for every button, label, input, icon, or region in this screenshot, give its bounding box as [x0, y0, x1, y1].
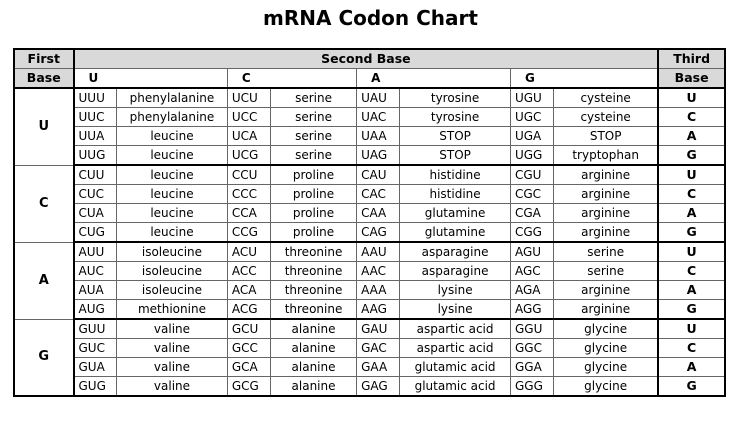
third-base-cell: A: [658, 204, 725, 223]
second-col-header-u: U: [74, 69, 228, 89]
amino-acid-cell: leucine: [117, 146, 228, 166]
third-base-header-line2: Base: [658, 69, 725, 89]
second-col-header-g: G: [510, 69, 658, 89]
codon-cell: GAC: [357, 339, 400, 358]
amino-acid-cell: valine: [117, 377, 228, 397]
page-title: mRNA Codon Chart: [263, 6, 478, 30]
third-base-cell: G: [658, 300, 725, 320]
codon-cell: CUG: [74, 223, 117, 243]
amino-acid-cell: glycine: [554, 339, 659, 358]
table-row: [14, 339, 725, 358]
first-base-cell: G: [14, 319, 74, 396]
amino-acid-cell: phenylalanine: [117, 88, 228, 108]
codon-cell: UAA: [357, 127, 400, 146]
amino-acid-cell: valine: [117, 339, 228, 358]
codon-cell: AUU: [74, 242, 117, 262]
third-base-cell: U: [658, 242, 725, 262]
third-base-cell: C: [658, 185, 725, 204]
amino-acid-cell: valine: [117, 358, 228, 377]
amino-acid-cell: proline: [270, 223, 356, 243]
table-row: [14, 319, 725, 339]
third-base-header: Third: [658, 49, 725, 69]
codon-cell: UAU: [357, 88, 400, 108]
amino-acid-cell: arginine: [554, 165, 659, 185]
codon-cell: CUC: [74, 185, 117, 204]
codon-cell: GAG: [357, 377, 400, 397]
third-base-cell: C: [658, 108, 725, 127]
amino-acid-cell: leucine: [117, 165, 228, 185]
amino-acid-cell: lysine: [400, 281, 511, 300]
third-base-cell: C: [658, 262, 725, 281]
codon-cell: AAG: [357, 300, 400, 320]
codon-cell: UUA: [74, 127, 117, 146]
table-row: [14, 108, 725, 127]
codon-cell: UCG: [227, 146, 270, 166]
codon-cell: GUC: [74, 339, 117, 358]
amino-acid-cell: glutamine: [400, 204, 511, 223]
codon-cell: UUC: [74, 108, 117, 127]
codon-cell: AUA: [74, 281, 117, 300]
amino-acid-cell: arginine: [554, 281, 659, 300]
amino-acid-cell: leucine: [117, 204, 228, 223]
amino-acid-cell: serine: [270, 127, 356, 146]
table-row: [14, 242, 725, 262]
amino-acid-cell: methionine: [117, 300, 228, 320]
table-body: [14, 49, 725, 396]
table-row: [14, 204, 725, 223]
amino-acid-cell: tryptophan: [554, 146, 659, 166]
amino-acid-cell: glutamine: [400, 223, 511, 243]
third-base-cell: G: [658, 377, 725, 397]
codon-cell: UCC: [227, 108, 270, 127]
first-base-cell: A: [14, 242, 74, 319]
amino-acid-cell: threonine: [270, 242, 356, 262]
codon-cell: ACC: [227, 262, 270, 281]
codon-cell: AGC: [510, 262, 553, 281]
codon-cell: UUU: [74, 88, 117, 108]
header-row: [14, 49, 725, 69]
table-row: [14, 127, 725, 146]
table-row: [14, 281, 725, 300]
amino-acid-cell: asparagine: [400, 242, 511, 262]
codon-table: [13, 48, 726, 397]
amino-acid-cell: arginine: [554, 223, 659, 243]
codon-cell: AAC: [357, 262, 400, 281]
codon-cell: GAU: [357, 319, 400, 339]
third-base-cell: U: [658, 319, 725, 339]
amino-acid-cell: tyrosine: [400, 108, 511, 127]
amino-acid-cell: proline: [270, 204, 356, 223]
amino-acid-cell: arginine: [554, 204, 659, 223]
second-col-header-c: C: [227, 69, 356, 89]
amino-acid-cell: leucine: [117, 185, 228, 204]
table-row: [14, 146, 725, 166]
amino-acid-cell: alanine: [270, 319, 356, 339]
amino-acid-cell: aspartic acid: [400, 339, 511, 358]
codon-cell: UCU: [227, 88, 270, 108]
third-base-cell: C: [658, 339, 725, 358]
table-row: [14, 300, 725, 320]
codon-cell: CGC: [510, 185, 553, 204]
codon-cell: AGU: [510, 242, 553, 262]
amino-acid-cell: glutamic acid: [400, 358, 511, 377]
amino-acid-cell: aspartic acid: [400, 319, 511, 339]
codon-cell: CAA: [357, 204, 400, 223]
third-base-cell: G: [658, 146, 725, 166]
amino-acid-cell: lysine: [400, 300, 511, 320]
codon-cell: CGA: [510, 204, 553, 223]
codon-cell: AUG: [74, 300, 117, 320]
codon-cell: CCA: [227, 204, 270, 223]
table-row: [14, 358, 725, 377]
amino-acid-cell: isoleucine: [117, 262, 228, 281]
amino-acid-cell: alanine: [270, 339, 356, 358]
codon-cell: CCU: [227, 165, 270, 185]
codon-cell: CCG: [227, 223, 270, 243]
amino-acid-cell: histidine: [400, 185, 511, 204]
codon-cell: GGG: [510, 377, 553, 397]
codon-cell: CUU: [74, 165, 117, 185]
amino-acid-cell: valine: [117, 319, 228, 339]
codon-cell: CGG: [510, 223, 553, 243]
codon-cell: CAG: [357, 223, 400, 243]
codon-cell: CAC: [357, 185, 400, 204]
amino-acid-cell: glycine: [554, 358, 659, 377]
amino-acid-cell: serine: [270, 108, 356, 127]
third-base-cell: U: [658, 88, 725, 108]
amino-acid-cell: cysteine: [554, 88, 659, 108]
amino-acid-cell: threonine: [270, 281, 356, 300]
first-base-header: First: [14, 49, 74, 69]
amino-acid-cell: alanine: [270, 358, 356, 377]
amino-acid-cell: threonine: [270, 300, 356, 320]
codon-cell: CGU: [510, 165, 553, 185]
amino-acid-cell: isoleucine: [117, 242, 228, 262]
amino-acid-cell: isoleucine: [117, 281, 228, 300]
first-base-header-line2: Base: [14, 69, 74, 89]
codon-cell: CCC: [227, 185, 270, 204]
amino-acid-cell: STOP: [400, 127, 511, 146]
third-base-cell: A: [658, 127, 725, 146]
codon-cell: CAU: [357, 165, 400, 185]
codon-cell: UGU: [510, 88, 553, 108]
codon-cell: ACA: [227, 281, 270, 300]
third-base-cell: U: [658, 165, 725, 185]
codon-cell: UCA: [227, 127, 270, 146]
codon-cell: UAC: [357, 108, 400, 127]
codon-cell: CUA: [74, 204, 117, 223]
amino-acid-cell: glutamic acid: [400, 377, 511, 397]
amino-acid-cell: arginine: [554, 300, 659, 320]
codon-cell: UGG: [510, 146, 553, 166]
amino-acid-cell: cysteine: [554, 108, 659, 127]
amino-acid-cell: glycine: [554, 377, 659, 397]
codon-cell: AUC: [74, 262, 117, 281]
amino-acid-cell: serine: [554, 242, 659, 262]
table-row: [14, 88, 725, 108]
amino-acid-cell: phenylalanine: [117, 108, 228, 127]
amino-acid-cell: asparagine: [400, 262, 511, 281]
codon-cell: UGC: [510, 108, 553, 127]
codon-cell: AGG: [510, 300, 553, 320]
codon-cell: GGC: [510, 339, 553, 358]
table-row: [14, 262, 725, 281]
amino-acid-cell: serine: [554, 262, 659, 281]
amino-acid-cell: serine: [270, 146, 356, 166]
codon-cell: UAG: [357, 146, 400, 166]
amino-acid-cell: proline: [270, 185, 356, 204]
amino-acid-cell: histidine: [400, 165, 511, 185]
codon-cell: GCC: [227, 339, 270, 358]
codon-cell: AAA: [357, 281, 400, 300]
codon-cell: AAU: [357, 242, 400, 262]
third-base-cell: G: [658, 223, 725, 243]
codon-cell: ACU: [227, 242, 270, 262]
codon-cell: ACG: [227, 300, 270, 320]
table-row: [14, 223, 725, 243]
amino-acid-cell: proline: [270, 165, 356, 185]
codon-cell: GGU: [510, 319, 553, 339]
subheader-row: [14, 69, 725, 89]
first-base-cell: C: [14, 165, 74, 242]
codon-cell: GUU: [74, 319, 117, 339]
amino-acid-cell: tyrosine: [400, 88, 511, 108]
table-row: [14, 165, 725, 185]
amino-acid-cell: serine: [270, 88, 356, 108]
second-base-header: Second Base: [74, 49, 659, 69]
amino-acid-cell: threonine: [270, 262, 356, 281]
table-row: [14, 185, 725, 204]
second-col-header-a: A: [357, 69, 511, 89]
third-base-cell: A: [658, 358, 725, 377]
first-base-cell: U: [14, 88, 74, 165]
codon-cell: UGA: [510, 127, 553, 146]
codon-cell: GUG: [74, 377, 117, 397]
amino-acid-cell: STOP: [554, 127, 659, 146]
table-row: [14, 377, 725, 397]
amino-acid-cell: glycine: [554, 319, 659, 339]
codon-cell: GCU: [227, 319, 270, 339]
amino-acid-cell: arginine: [554, 185, 659, 204]
codon-cell: GCA: [227, 358, 270, 377]
codon-cell: GUA: [74, 358, 117, 377]
third-base-cell: A: [658, 281, 725, 300]
codon-cell: GGA: [510, 358, 553, 377]
amino-acid-cell: leucine: [117, 223, 228, 243]
amino-acid-cell: leucine: [117, 127, 228, 146]
codon-cell: GAA: [357, 358, 400, 377]
codon-cell: UUG: [74, 146, 117, 166]
codon-cell: GCG: [227, 377, 270, 397]
amino-acid-cell: alanine: [270, 377, 356, 397]
codon-cell: AGA: [510, 281, 553, 300]
amino-acid-cell: STOP: [400, 146, 511, 166]
